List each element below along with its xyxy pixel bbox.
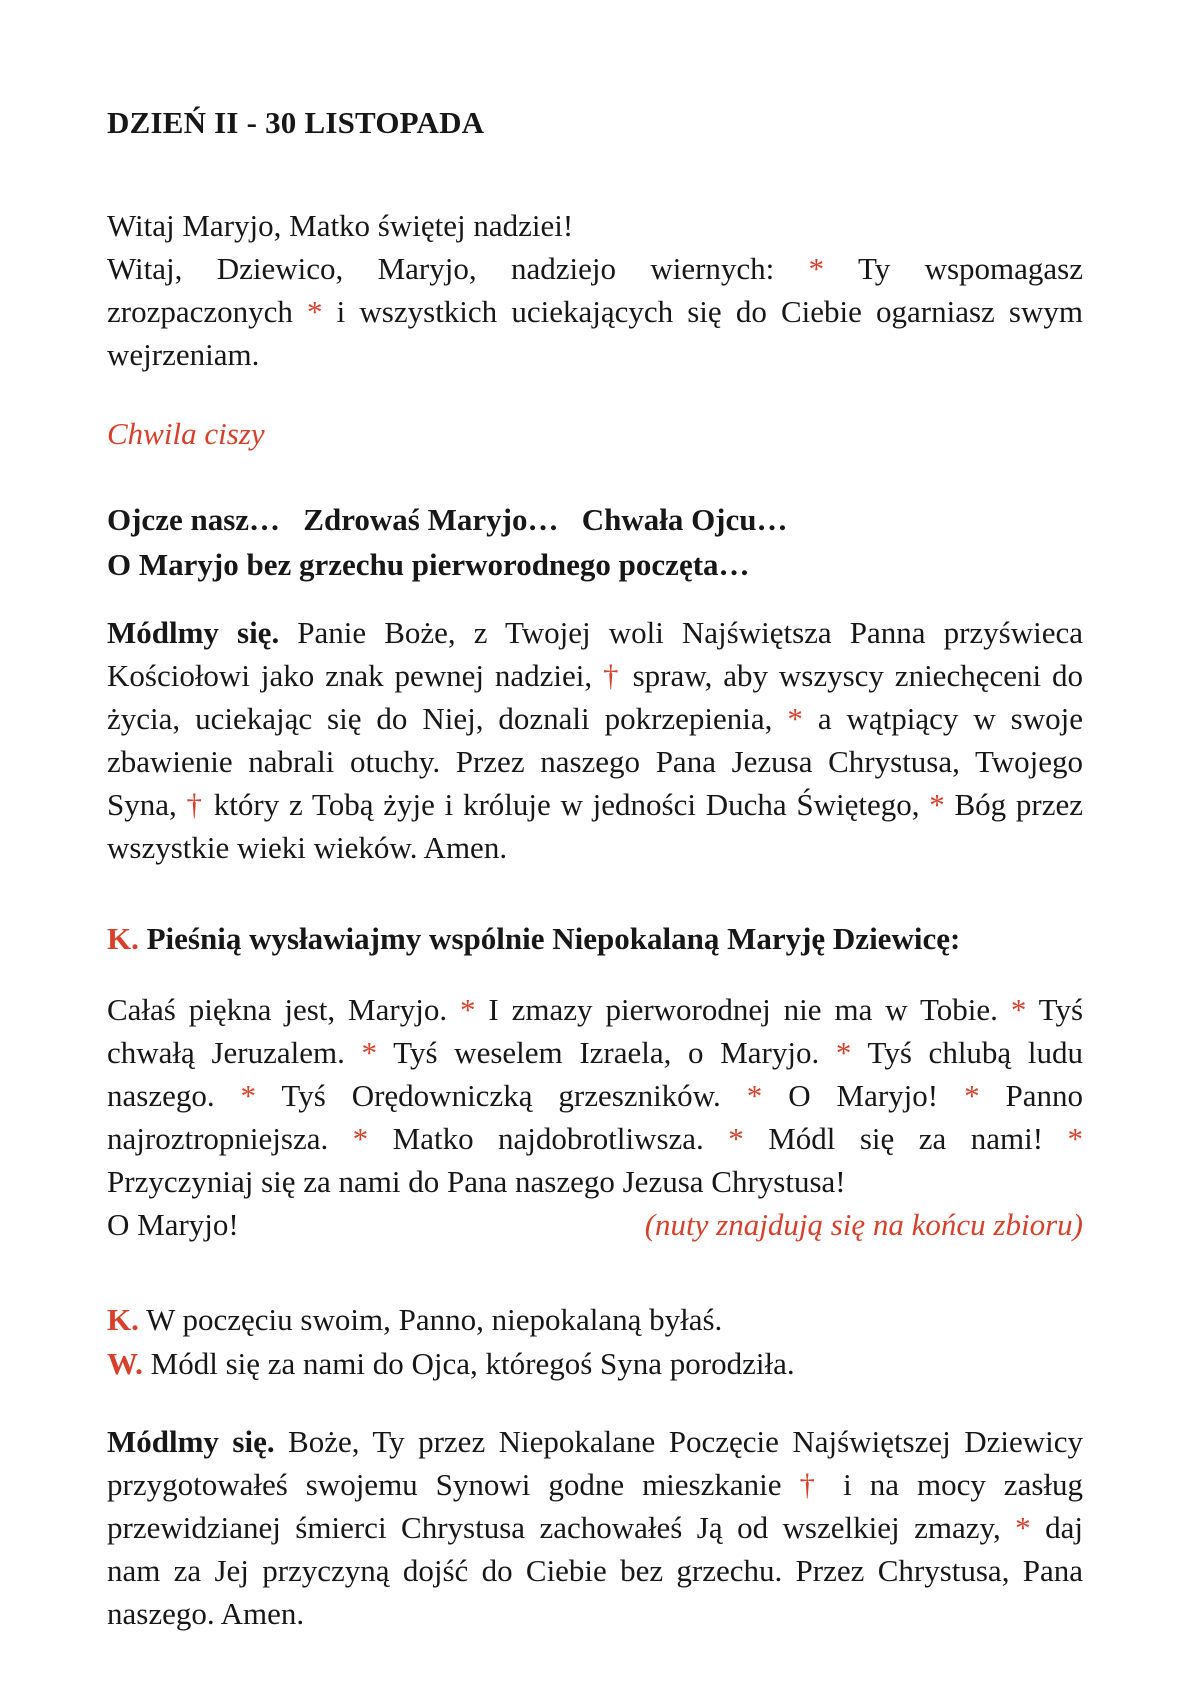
text-segment: Witaj Maryjo, Matko świętej nadziei! <box>107 208 574 243</box>
collect-prayer-second <box>107 1420 1083 1635</box>
asterisk-mark: * <box>1010 992 1027 1027</box>
text-segment: I zmazy pierworodnej nie ma w Tobie. <box>475 992 1011 1027</box>
dagger-mark: † <box>603 658 622 693</box>
text-segment: O Maryjo bez grzechu pierworodnego poczęta… <box>107 547 750 582</box>
text-segment: Tyś chwałą Jeruzalem. <box>107 992 1084 1070</box>
text-segment: spraw, aby wszyscy zniechęceni do życia, uciekając się do Niej, doznali pokrzepienia, <box>107 658 1083 736</box>
text-segment: Módlmy się. <box>107 1424 275 1459</box>
text-segment: Ojcze nasz… Zdrowaś Maryjo… Chwała Ojcu… <box>107 502 788 537</box>
sheet-music-note: (nuty znajdują się na końcu zbioru) <box>644 1207 1083 1242</box>
text-segment: Boże, Ty przez Niepokalane Poczęcie Najświętszej Dziewicy przygotowałeś swojemu Synowi godne mieszkanie <box>107 1424 1083 1502</box>
text-segment: daj nam za Jej przyczyną dojść do Ciebie bez grzechu. Przez Chrystusa, Pana naszego. Amen. <box>107 1510 1084 1631</box>
asterisk-mark: * <box>307 294 323 329</box>
text-segment: Módl się za nami! <box>743 1121 1068 1156</box>
song-last-line-row <box>107 1203 1083 1246</box>
text-segment: i wszystkich uciekających się do Ciebie ogarniasz swym wejrzeniam. <box>107 294 1083 372</box>
text-segment: Módlmy się. <box>107 615 280 650</box>
greeting-paragraph <box>107 204 1083 376</box>
asterisk-mark: * <box>1015 1510 1031 1545</box>
speaker-initial: W. <box>107 1346 143 1381</box>
text-segment: który z Tobą żyje i króluje w jedności Ducha Świętego, <box>204 787 930 822</box>
text-segment: Panie Boże, z Twojej woli Najświętsza Panna przyświeca Kościołowi jako znak pewnej nadziei, <box>107 615 1084 693</box>
asterisk-mark: * <box>240 1078 257 1113</box>
song-invitation-heading <box>107 917 1083 960</box>
text-segment: a wątpiący w swoje zbawienie nabrali otuchy. Przez naszego Pana Jezusa Chrystusa, Twojego Syna, <box>107 701 1083 822</box>
dagger-mark: † <box>186 787 205 822</box>
asterisk-mark: * <box>808 251 825 286</box>
asterisk-mark: * <box>964 1078 980 1113</box>
speaker-initial: K. <box>107 921 139 956</box>
text-segment: Całaś piękna jest, Maryjo. <box>107 992 460 1027</box>
versicle-response <box>107 1342 1083 1386</box>
versicle-block <box>107 1298 1083 1386</box>
text-segment: Tyś weselem Izraela, o Maryjo. <box>377 1035 836 1070</box>
dagger-mark: † <box>799 1467 826 1502</box>
asterisk-mark: * <box>929 787 945 822</box>
asterisk-mark: * <box>361 1035 378 1070</box>
text-segment: i na mocy zasług przewidzianej śmierci Chrystusa zachowałeś Ją od wszelkiej zmazy, <box>107 1467 1083 1545</box>
silence-rubric: Chwila ciszy <box>107 416 265 451</box>
speaker-initial: K. <box>107 1302 139 1337</box>
text-segment: Ty wspomagasz zrozpaczonych <box>107 251 1083 329</box>
text-segment: O Maryjo! <box>762 1078 965 1113</box>
text-segment: Módl się za nami do Ojca, któregoś Syna porodziła. <box>142 1346 795 1381</box>
text-segment: Panno najroztropniejsza. <box>107 1078 1084 1156</box>
asterisk-mark: * <box>1067 1121 1083 1156</box>
asterisk-mark: * <box>352 1121 369 1156</box>
text-segment: Bóg przez wszystkie wieki wieków. Amen. <box>107 787 1084 865</box>
asterisk-mark: * <box>835 1035 852 1070</box>
collect-prayer-first <box>107 611 1083 869</box>
asterisk-mark: * <box>746 1078 763 1113</box>
standard-prayers-line <box>107 497 1083 587</box>
text-segment: W poczęciu swoim, Panno, niepokalaną byłaś. <box>138 1302 723 1337</box>
text-segment: Witaj, Dziewico, Maryjo, nadziejo wiernych: <box>107 251 809 286</box>
song-closing-exclamation: O Maryjo! <box>107 1207 239 1242</box>
versicle-call <box>107 1298 1083 1342</box>
asterisk-mark: * <box>728 1121 744 1156</box>
text-segment: Matko najdobrotliwsza. <box>368 1121 729 1156</box>
text-segment: Przyczyniaj się za nami do Pana naszego Jezusa Chrystusa! <box>107 1164 846 1199</box>
page-title: DZIEŃ II - 30 LISTOPADA <box>107 105 485 140</box>
asterisk-mark: * <box>787 701 803 736</box>
text-segment: Tyś Orędowniczką grzeszników. <box>256 1078 747 1113</box>
text-segment: Pieśnią wysławiajmy wspólnie Niepokalaną Maryję Dziewicę: <box>138 921 961 956</box>
asterisk-mark: * <box>460 992 476 1027</box>
text-segment: Tyś chlubą ludu naszego. <box>107 1035 1083 1113</box>
song-text-paragraph <box>107 988 1083 1203</box>
